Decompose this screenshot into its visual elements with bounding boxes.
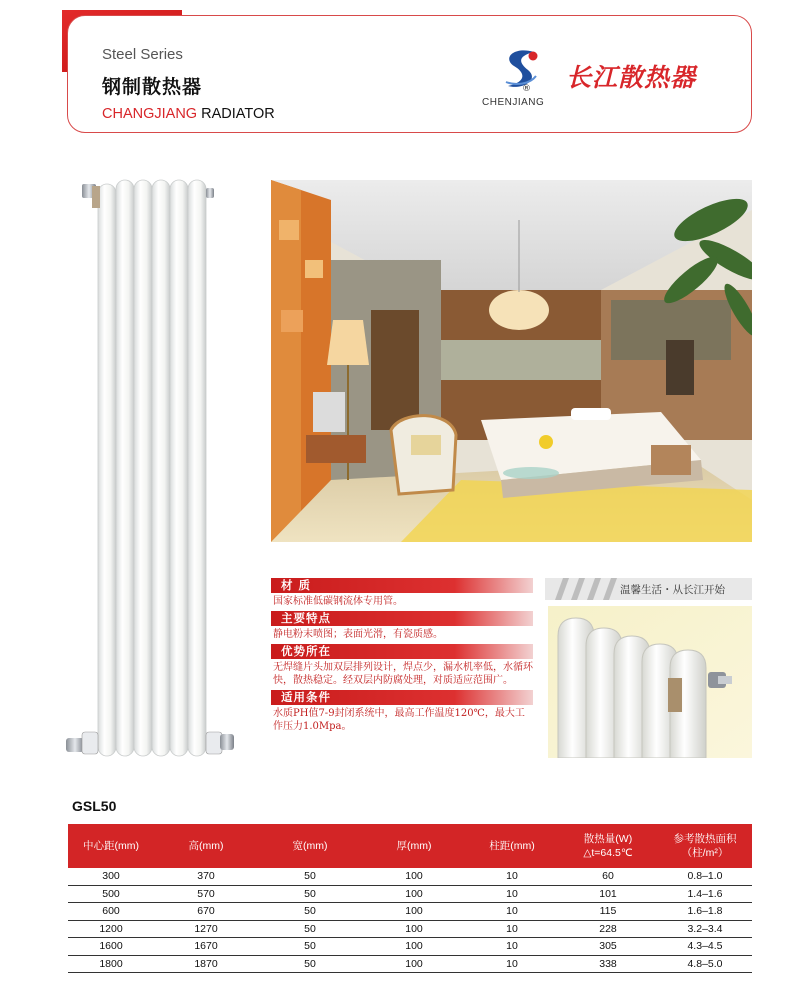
registered-mark: ® — [522, 84, 531, 94]
feature-header-main: 主要特点 — [271, 611, 533, 626]
table-cell: 10 — [466, 955, 558, 973]
feature-text-material: 国家标准低碳钢流体专用管。 — [273, 596, 403, 607]
logo-brand-en: CHENJIANG — [482, 97, 545, 108]
product-title-en — [102, 106, 275, 122]
table-cell: 50 — [258, 885, 362, 903]
table-cell: 1200 — [68, 920, 154, 938]
table-cell: 338 — [558, 955, 658, 973]
table-cell: 100 — [362, 868, 466, 885]
table-cell: 10 — [466, 938, 558, 956]
col-header-heat-area: 参考散热面积 （柱/m²） — [658, 824, 752, 868]
table-cell: 100 — [362, 885, 466, 903]
series-label: Steel Series — [102, 46, 183, 63]
table-cell: 10 — [466, 920, 558, 938]
table-row — [68, 885, 752, 903]
feature-header-conditions: 适用条件 — [271, 690, 533, 705]
table-cell: 10 — [466, 885, 558, 903]
table-cell: 600 — [68, 903, 154, 921]
col-header-height: 高(mm) — [154, 824, 258, 868]
product-title-cn: 钢制散热器 — [102, 76, 203, 98]
feature-header-advantages: 优势所在 — [271, 644, 533, 659]
table-row — [68, 868, 752, 885]
table-row — [68, 955, 752, 973]
feature-text-conditions: 水质PH值7-9封闭系统中，最高工作温度120℃，最大工作压力1.0Mpa。 — [273, 708, 525, 732]
table-cell: 50 — [258, 868, 362, 885]
table-cell: 1800 — [68, 955, 154, 973]
table-cell: 50 — [258, 938, 362, 956]
table-cell: 370 — [154, 868, 258, 885]
col-header-column-spacing: 柱距(mm) — [466, 824, 558, 868]
feature-header-material: 材 质 — [271, 578, 533, 593]
table-cell: 50 — [258, 955, 362, 973]
model-label: GSL50 — [72, 798, 117, 814]
table-cell: 4.3–4.5 — [658, 938, 752, 956]
col-header-center-distance: 中心距(mm) — [68, 824, 154, 868]
radiator-product-image — [60, 172, 250, 772]
table-header-row — [68, 824, 752, 868]
slogan-text: 温馨生活・从长江开始 — [620, 584, 725, 596]
col-header-width: 宽(mm) — [258, 824, 362, 868]
feature-text-main: 静电粉末喷图；表面光滑，有瓷质感。 — [273, 629, 443, 640]
logo-brand-cn: 长江散热器 — [566, 63, 697, 92]
table-cell: 1270 — [154, 920, 258, 938]
table-cell: 10 — [466, 868, 558, 885]
table-cell: 101 — [558, 885, 658, 903]
table-cell: 1.4–1.6 — [658, 885, 752, 903]
table-cell: 228 — [558, 920, 658, 938]
radiator-closeup-photo — [548, 606, 752, 758]
radiator-text: RADIATOR — [197, 106, 275, 122]
col-header-thickness: 厚(mm) — [362, 824, 466, 868]
table-cell: 500 — [68, 885, 154, 903]
table-row — [68, 938, 752, 956]
table-cell: 1670 — [154, 938, 258, 956]
brand-accent-text: CHANGJIANG — [102, 106, 198, 122]
table-cell: 60 — [558, 868, 658, 885]
table-cell: 115 — [558, 903, 658, 921]
table-cell: 4.8–5.0 — [658, 955, 752, 973]
table-cell: 100 — [362, 938, 466, 956]
table-cell: 1600 — [68, 938, 154, 956]
table-cell: 100 — [362, 920, 466, 938]
table-cell: 100 — [362, 955, 466, 973]
table-cell: 0.8–1.0 — [658, 868, 752, 885]
table-cell: 3.2–3.4 — [658, 920, 752, 938]
table-cell: 50 — [258, 903, 362, 921]
table-cell: 300 — [68, 868, 154, 885]
table-cell: 100 — [362, 903, 466, 921]
table-cell: 10 — [466, 903, 558, 921]
bedroom-interior-photo — [271, 180, 752, 542]
spec-table — [68, 824, 752, 973]
feature-text-advantages: 无焊缝片头加双层排列设计，焊点少，漏水机率低，水循环快，散热稳定。经双层内防腐处理，对质适应范围广。 — [273, 662, 533, 686]
table-cell: 570 — [154, 885, 258, 903]
table-cell: 1.6–1.8 — [658, 903, 752, 921]
feature-sections — [271, 578, 533, 736]
table-row — [68, 920, 752, 938]
table-cell: 670 — [154, 903, 258, 921]
table-row — [68, 903, 752, 921]
table-cell: 50 — [258, 920, 362, 938]
table-cell: 1870 — [154, 955, 258, 973]
col-header-heat-output: 散热量(W) △t=64.5℃ — [558, 824, 658, 868]
table-cell: 305 — [558, 938, 658, 956]
